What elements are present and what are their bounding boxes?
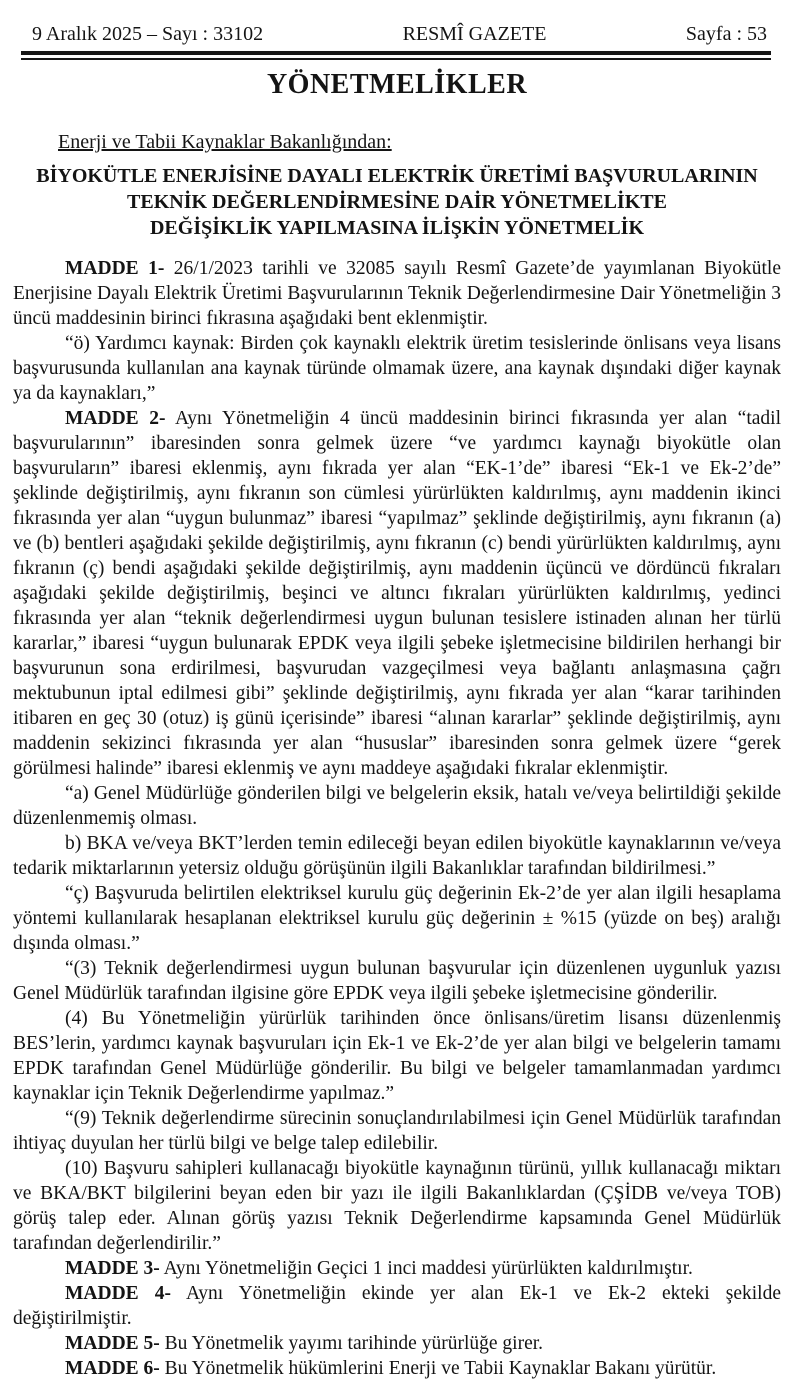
article-text: Aynı Yönetmeliğin Geçici 1 inci maddesi yürürlükten kaldırılmıştır. xyxy=(159,1258,693,1279)
article-paragraph xyxy=(13,1006,781,1106)
article-paragraph xyxy=(13,1106,781,1156)
article-paragraph xyxy=(13,881,781,956)
article-label: MADDE 5- xyxy=(65,1333,160,1354)
article-paragraph xyxy=(13,1331,781,1356)
article-label: MADDE 4- xyxy=(65,1283,171,1304)
article-text: 26/1/2023 tarihli ve 32085 sayılı Resmî Gazete’de yayımlanan Biyokütle Enerjisine Dayalı Elektrik Üretimi Başvurularının Teknik Değerlendirmesine Dair Yönetmeliğin 3 üncü maddesinin birinci fıkrasına aşağıdaki bent eklenmiştir. xyxy=(13,258,782,329)
article-label: MADDE 6- xyxy=(65,1358,160,1379)
ministry-line: Enerji ve Tabii Kaynaklar Bakanlığından: xyxy=(58,131,392,153)
regulation-title-line-1: BİYOKÜTLE ENERJİSİNE DAYALI ELEKTRİK ÜRETİMİ BAŞVURULARININ xyxy=(36,165,758,187)
article-paragraph xyxy=(13,781,781,831)
header-rule xyxy=(21,51,771,60)
article-paragraph xyxy=(13,1356,781,1381)
page-header xyxy=(13,22,781,46)
article-paragraph xyxy=(13,1281,781,1331)
article-text: Bu Yönetmelik hükümlerini Enerji ve Tabii Kaynaklar Bakanı yürütür. xyxy=(159,1358,717,1379)
article-text: “ç) Başvuruda belirtilen elektriksel kurulu güç değerinin Ek-2’de yer alan ilgili hesaplama yöntemi kullanılarak hesaplanan elektriksel kurulu güç değerinin ± %15 (yüzde on beş) aralığı dışında olması.” xyxy=(13,883,781,954)
article-text: “(9) Teknik değerlendirme sürecinin sonuçlandırılabilmesi için Genel Müdürlük tarafından ihtiyaç duyulan her türlü bilgi ve belge talep edilebilir. xyxy=(13,1108,781,1154)
article-text: Bu Yönetmelik yayımı tarihinde yürürlüğe girer. xyxy=(159,1333,544,1354)
regulation-title-line-2: TEKNİK DEĞERLENDİRMESİNE DAİR YÖNETMELİKTE xyxy=(127,191,667,213)
article-paragraph xyxy=(13,256,781,331)
gazette-title: RESMÎ GAZETE xyxy=(402,23,547,45)
article-text: (10) Başvuru sahipleri kullanacağı biyokütle kaynağının türünü, yıllık kullanacağı miktarı ve BKA/BKT bilgilerini beyan eden bir yazı ile ilgili Bakanlıklardan (ÇŞİDB ve/veya TOB) görüş talep eder. Alınan görüş yazısı Teknik Değerlendirme kapsamında Genel Müdürlük tarafından değerlendirilir.” xyxy=(13,1158,781,1254)
article-label: MADDE 3- xyxy=(65,1258,160,1279)
regulation-title xyxy=(13,163,781,241)
article-text: “(3) Teknik değerlendirmesi uygun bulunan başvurular için düzenlenen uygunluk yazısı Genel Müdürlük tarafından ilgisine göre EPDK veya ilgili şebeke işletmecisine gönderilir. xyxy=(13,958,781,1004)
article-text: Aynı Yönetmeliğin 4 üncü maddesinin birinci fıkrasında yer alan “tadil başvurularının” ibaresinden sonra gelmek üzere “ve yardımcı kaynağı biyokütle olan başvuruların” ibaresi eklenmiş, aynı fıkrada yer alan “EK-1’de” ibaresi “Ek-1 ve Ek-2’de” şeklinde değiştirilmiş, aynı fıkranın son cümlesi yürürlükten kaldırılmış, aynı maddenin ikinci fıkrasında yer alan “uygun bulunmaz” ibaresi “yapılmaz” şeklinde değiştirilmiş, aynı fıkranın (a) ve (b) bentleri aşağıdaki şekilde değiştirilmiş, aynı fıkranın (c) bendi yürürlükten kaldırılmış, aynı fıkranın (ç) bendi aşağıdaki şekilde değiştirilmiş, aynı maddenin üçüncü ve dördüncü fıkraları aşağıdaki şekilde değiştirilmiş, beşinci ve altıncı fıkraları yürürlükten kaldırılmış, yedinci fıkrasında yer alan “teknik değerlendirmesi uygun bulunan tesislere istinaden alınan her türlü kararlar,” ibaresi “uygun bulunarak EPDK veya ilgili şebeke işletmecisine bildirilen herhangi bir başvurunun sona erdirilmesi, başvurudan vazgeçilmesi veya bağlantı anlaşmasına çağrı mektubunun iptal edilmesi gibi” şeklinde değiştirilmiş, aynı fıkrada yer alan “karar tarihinden itibaren en geç 30 (otuz) iş günü içerisinde” ibaresi “alınan kararlar” şeklinde değiştirilmiş, aynı maddenin sekizinci fıkrasında yer alan “hususlar” ibaresinden sonra gelmek üzere “gerek görülmesi halinde” ibaresi eklenmiş ve aynı maddeye aşağıdaki fıkralar eklenmiştir. xyxy=(13,408,781,779)
article-paragraph xyxy=(13,831,781,881)
article-text: “ö) Yardımcı kaynak: Birden çok kaynaklı elektrik üretim tesislerinde önlisans veya lisans başvurusunda kullanılan ana kaynak türünde olmamak üzere, ana kaynak dışındaki diğer kaynak ya da kaynakları,” xyxy=(13,333,781,404)
article-paragraph xyxy=(13,1256,781,1281)
article-label: MADDE 1- xyxy=(65,258,165,279)
article-paragraph xyxy=(13,331,781,406)
article-paragraph xyxy=(13,1156,781,1256)
regulation-body xyxy=(13,256,781,1381)
gazette-page-number: Sayfa : 53 xyxy=(685,23,767,45)
gazette-date-issue: 9 Aralık 2025 – Sayı : 33102 xyxy=(32,23,264,45)
article-text: (4) Bu Yönetmeliğin yürürlük tarihinden önce önlisans/üretim lisansı düzenlenmiş BES’lerin, yardımcı kaynak başvuruları için Ek-1 ve Ek-2’de yer alan bilgi ve belgelerin tamamı EPDK tarafından Genel Müdürlüğe gönderilir. Bu bilgi ve belgeler tamamlanmadan yardımcı kaynaklar için Teknik Değerlendirme yapılmaz.” xyxy=(13,1008,781,1104)
article-paragraph xyxy=(13,406,781,781)
article-text: “a) Genel Müdürlüğe gönderilen bilgi ve belgelerin eksik, hatalı ve/veya belirtildiği şekilde düzenlenmemiş olması. xyxy=(13,783,781,829)
article-label: MADDE 2- xyxy=(65,408,166,429)
article-paragraph xyxy=(13,956,781,1006)
section-title: YÖNETMELİKLER xyxy=(266,69,528,100)
article-text: b) BKA ve/veya BKT’lerden temin edileceği beyan edilen biyokütle kaynaklarının ve/veya tedarik miktarlarının yetersiz olduğu görüşünün ilgili Bakanlıklar tarafından bildirilmesi.” xyxy=(13,833,781,879)
article-text: Aynı Yönetmeliğin ekinde yer alan Ek-1 ve Ek-2 ekteki şekilde değiştirilmiştir. xyxy=(13,1283,781,1329)
regulation-title-line-3: DEĞİŞİKLİK YAPILMASINA İLİŞKİN YÖNETMELİK xyxy=(149,217,644,239)
